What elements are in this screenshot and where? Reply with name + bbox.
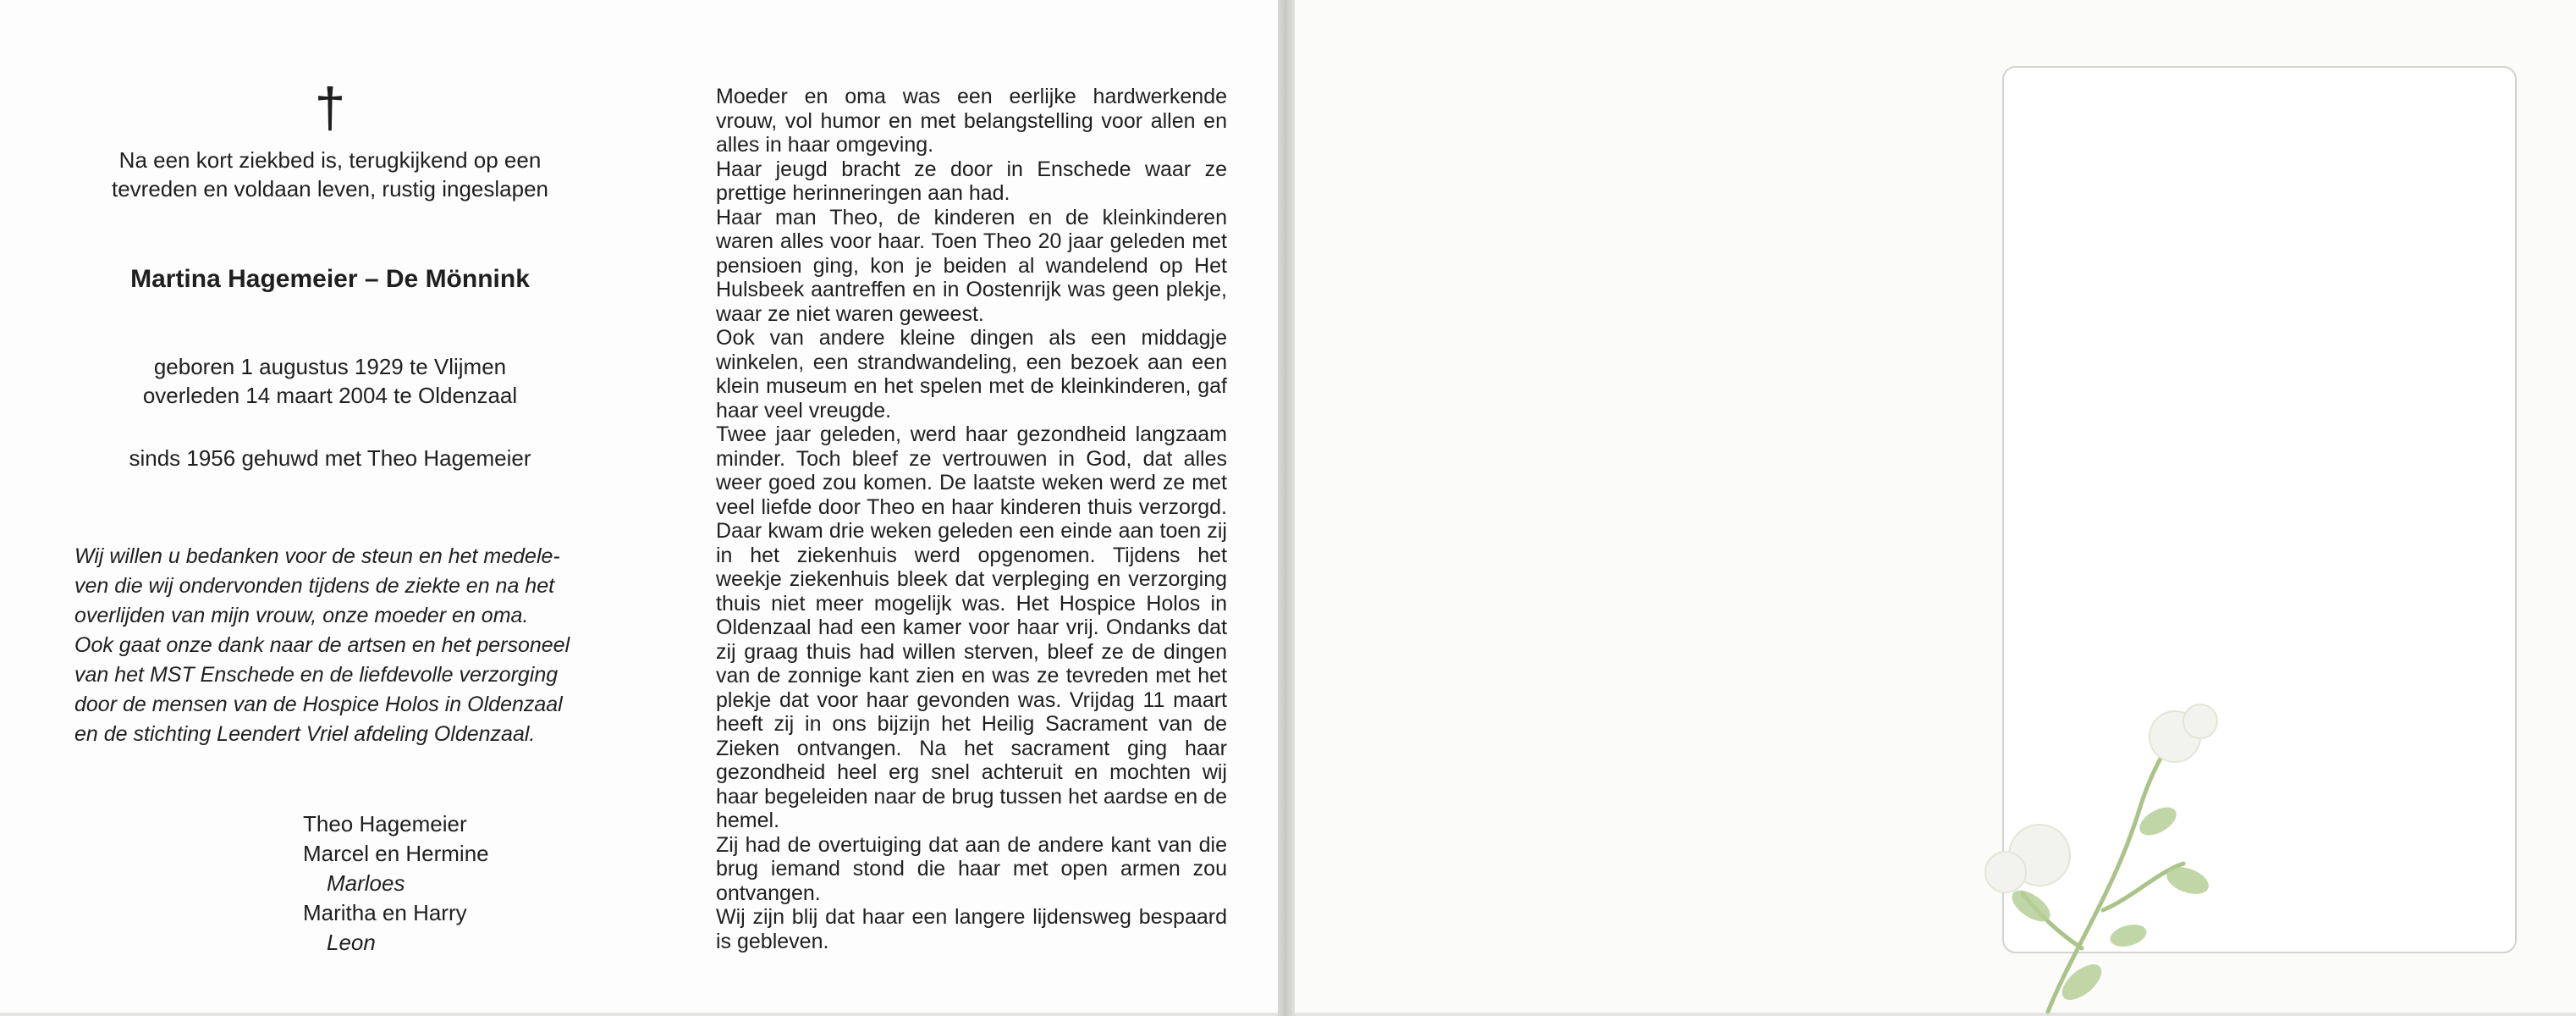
family-signatures bbox=[303, 809, 489, 958]
family-grandchild: Marloes bbox=[327, 870, 405, 896]
deceased-name: Martina Hagemeier – De Mönnink bbox=[130, 265, 530, 293]
biography-paragraph: Ook van andere kleine dingen als een middagje winkelen, een strandwandeling, een bezoek aan een klein museum en het spelen met de kleinkinderen, gaf haar veel vreugde. bbox=[716, 326, 1227, 422]
death-date: overleden 14 maart 2004 te Oldenzaal bbox=[142, 383, 518, 408]
family-grandchild: Leon bbox=[327, 930, 376, 955]
biography-paragraph: Haar man Theo, de kinderen en de kleinkinderen waren alles voor haar. Toen Theo 20 jaar geleden met pensioen ging, kon je beiden al wandelend op Het Hulsbeek aantreffen en in Oostenrijk was geen plekje, waar ze niet waren geweest. bbox=[716, 205, 1227, 326]
card-fold bbox=[1278, 0, 1295, 1016]
family-husband: Theo Hagemeier bbox=[303, 811, 467, 837]
life-dates bbox=[68, 352, 592, 410]
intro-text bbox=[51, 146, 609, 203]
thanks-line: Wij willen u bedanken voor de steun en het medele- bbox=[74, 544, 560, 568]
biography-paragraph: Twee jaar geleden, werd haar gezondheid langzaam minder. Toch bleef ze vertrouwen in God, dat alles weer goed zou komen. De laatste weken werd ze met veel liefde door Theo en haar kinderen thuis verzorgd. Daar kwam drie weken geleden een einde aan toen zij in het ziekenhuis werd opgenomen. Tijdens het weekje ziekenhuis bleek dat verpleging en verzorging thuis niet meer mogelijk was. Het Hospice Holos in Oldenzaal had een kamer voor haar vrij. Ondanks dat zij graag thuis had willen sterven, bleef ze de dingen van de zonnige kant zien en was ze tevreden met het plekje dat voor haar gevonden was. Vrijdag 11 maart heeft zij in ons bijzijn het Heilig Sacrament van de Zieken ontvangen. Na het sacrament ging haar gezondheid heel erg snel achteruit en mochten wij haar begeleiden naar de brug tussen het aardse en de hemel. bbox=[716, 422, 1227, 832]
thanks-line: van het MST Enschede en de liefdevolle verzorging bbox=[74, 663, 559, 687]
thank-you-note bbox=[74, 542, 616, 749]
thanks-line: Ook gaat onze dank naar de artsen en het personeel bbox=[74, 633, 570, 657]
birth-date: geboren 1 augustus 1929 te Vlijmen bbox=[153, 354, 507, 379]
thanks-line: en de stichting Leendert Vriel afdeling Oldenzaal. bbox=[74, 722, 536, 746]
biography-text bbox=[716, 85, 1227, 953]
thanks-line: ven die wij ondervonden tijdens de ziekte en na het bbox=[74, 574, 555, 598]
left-page bbox=[0, 0, 1278, 1013]
biography-paragraph: Moeder en oma was een eerlijke hardwerkende vrouw, vol humor en met belangstelling voor allen en alles in haar omgeving. bbox=[716, 85, 1227, 157]
intro-line: Na een kort ziekbed is, terugkijkend op een bbox=[118, 147, 542, 173]
flower-illustration bbox=[1946, 677, 2251, 1016]
cross-symbol: † bbox=[314, 76, 346, 139]
marriage-line: sinds 1956 gehuwd met Theo Hagemeier bbox=[129, 445, 531, 471]
thanks-line: overlijden van mijn vrouw, onze moeder en oma. bbox=[74, 604, 529, 627]
biography-paragraph: Haar jeugd bracht ze door in Enschede waar ze prettige herinneringen aan had. bbox=[716, 157, 1227, 205]
biography-paragraph: Zij had de overtuiging dat aan de andere kant van die brug iemand stond die haar met open armen zou ontvangen. bbox=[716, 832, 1227, 905]
family-couple: Marcel en Hermine bbox=[303, 841, 489, 866]
biography-paragraph: Wij zijn blij dat haar een langere lijdensweg bespaard is gebleven. bbox=[716, 905, 1227, 953]
intro-line: tevreden en voldaan leven, rustig ingeslapen bbox=[111, 176, 549, 202]
family-couple: Maritha en Harry bbox=[303, 900, 467, 925]
thanks-line: door de mensen van de Hospice Holos in Oldenzaal bbox=[74, 693, 563, 716]
